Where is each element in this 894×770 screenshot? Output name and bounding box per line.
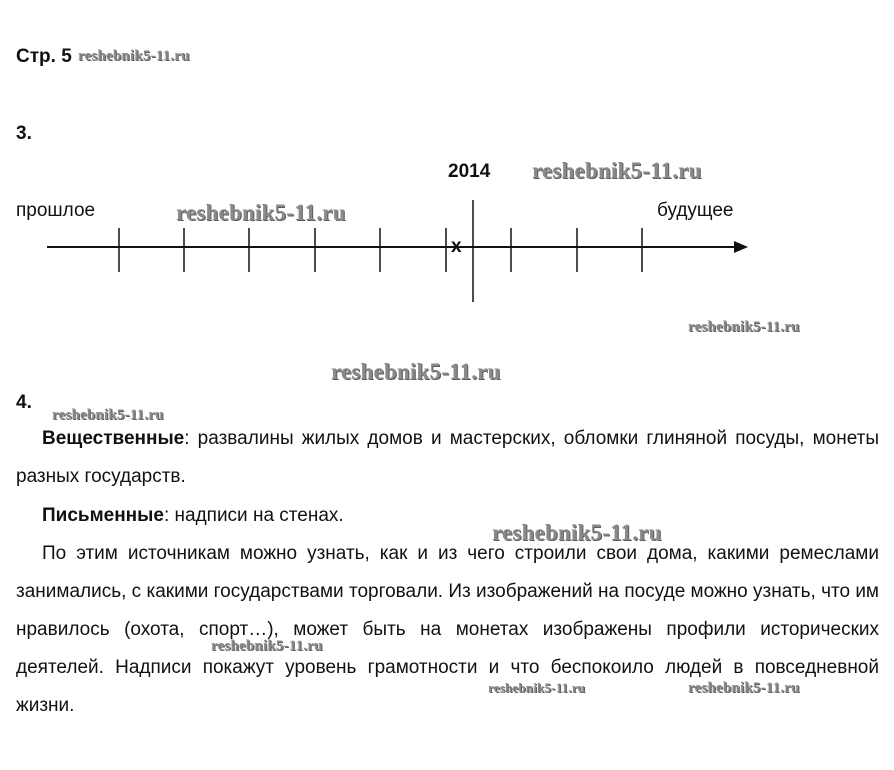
timeline-present-marker: х xyxy=(451,236,462,257)
timeline-arrowhead xyxy=(734,241,748,253)
term-material: Вещественные xyxy=(42,428,185,449)
timeline-diagram xyxy=(0,0,894,330)
watermark: reshebnik5-11.ru xyxy=(176,200,346,225)
term-written: Письменные xyxy=(42,505,164,526)
watermark: reshebnik5-11.ru xyxy=(688,680,800,696)
watermark: reshebnik5-11.ru xyxy=(78,48,190,64)
watermark: reshebnik5-11.ru xyxy=(488,680,586,695)
timeline-future-label: будущее xyxy=(657,200,734,221)
paragraph-written-sources xyxy=(16,497,879,535)
watermark: reshebnik5-11.ru xyxy=(52,407,164,423)
paragraph-material-sources xyxy=(16,420,879,496)
written-sources-text: : надписи на стенах. xyxy=(163,505,344,526)
watermark: reshebnik5-11.ru xyxy=(532,158,702,183)
page-heading: Стр. 5 xyxy=(16,46,72,67)
watermark: reshebnik5-11.ru xyxy=(211,638,323,654)
material-sources-text: : развалины жилых домов и мастерских, обломки глиняной посуды, монеты разных государств. xyxy=(16,428,879,487)
timeline-year-label: 2014 xyxy=(448,161,491,182)
watermark: reshebnik5-11.ru xyxy=(492,520,662,545)
paragraph-conclusion: По этим источникам можно узнать, как и из чего строили свои дома, какими ремеслами занимались, с какими государствами торговали. Из изображений на посуде можно узнать, что им нравилось (охота, спорт…), может быть на монетах изображены профили исторических деятелей. Надписи покажут уровень грамотности и что беспокоило людей в повседневной жизни. xyxy=(16,543,879,716)
task-4-number: 4. xyxy=(16,392,32,413)
timeline-past-label: прошлое xyxy=(16,200,96,221)
watermark: reshebnik5-11.ru xyxy=(688,319,800,335)
watermark: reshebnik5-11.ru xyxy=(331,359,501,384)
task-3-number: 3. xyxy=(16,123,32,144)
